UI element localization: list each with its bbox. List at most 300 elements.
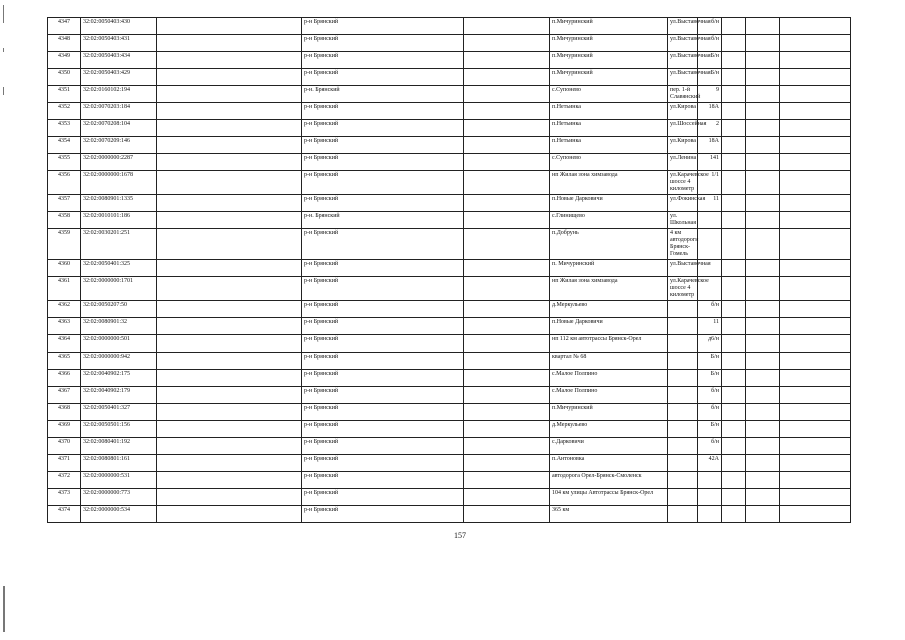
table-row	[48, 421, 851, 438]
district-cell: р-н. Брянский	[302, 212, 464, 229]
empty-cell	[464, 277, 550, 301]
empty-cell	[157, 277, 302, 301]
cadastral-number: 32:02:0070203:184	[81, 103, 157, 120]
scan-edge-mark	[3, 87, 4, 95]
row-number: 4361	[48, 277, 81, 301]
locality-cell: п.Новые Дарковичи	[550, 318, 668, 335]
row-number: 4355	[48, 154, 81, 171]
locality-cell: 104 км улицы Автотрассы Брянск-Орел	[550, 489, 668, 506]
empty-cell	[722, 35, 746, 52]
cadastral-number: 32:02:0000000:1701	[81, 277, 157, 301]
empty-cell	[746, 103, 780, 120]
empty-cell	[464, 353, 550, 370]
district-cell: р-н Брянский	[302, 353, 464, 370]
locality-cell: п.Новые Дарковичи	[550, 195, 668, 212]
row-number: 4352	[48, 103, 81, 120]
locality-cell: с.Малое Полпино	[550, 370, 668, 387]
row-number: 4371	[48, 455, 81, 472]
row-number: 4350	[48, 69, 81, 86]
empty-cell	[464, 489, 550, 506]
empty-cell	[464, 404, 550, 421]
cadastral-number: 32:02:0050401:325	[81, 260, 157, 277]
house-number-cell: б/н	[698, 438, 722, 455]
empty-cell	[157, 318, 302, 335]
cadastral-number: 32:02:0010101:186	[81, 212, 157, 229]
empty-cell	[464, 52, 550, 69]
table-row	[48, 318, 851, 335]
empty-cell	[746, 301, 780, 318]
street-cell	[668, 301, 698, 318]
cadastral-number: 32:02:0070209:146	[81, 137, 157, 154]
street-cell	[668, 318, 698, 335]
locality-cell: с.Дарковичи	[550, 438, 668, 455]
empty-cell	[722, 404, 746, 421]
cadastral-number: 32:02:0050403:434	[81, 52, 157, 69]
empty-cell	[157, 370, 302, 387]
cadastral-number: 32:02:0080801:161	[81, 455, 157, 472]
table-row	[48, 154, 851, 171]
empty-cell	[157, 137, 302, 154]
district-cell: р-н Брянский	[302, 35, 464, 52]
empty-cell	[464, 195, 550, 212]
table-row	[48, 69, 851, 86]
empty-cell	[722, 353, 746, 370]
empty-cell	[780, 455, 851, 472]
row-number: 4358	[48, 212, 81, 229]
empty-cell	[780, 69, 851, 86]
empty-cell	[722, 260, 746, 277]
district-cell: р-н Брянский	[302, 370, 464, 387]
table-row	[48, 195, 851, 212]
empty-cell	[464, 260, 550, 277]
empty-cell	[746, 277, 780, 301]
street-cell: ул.Выставочная	[668, 18, 698, 35]
empty-cell	[780, 103, 851, 120]
empty-cell	[157, 69, 302, 86]
cadastral-number: 32:02:0000000:1678	[81, 171, 157, 195]
empty-cell	[780, 260, 851, 277]
house-number-cell	[698, 472, 722, 489]
street-cell: ул.Выставочная	[668, 52, 698, 69]
house-number-cell: Б/н	[698, 353, 722, 370]
cadastral-number: 32:02:0000000:531	[81, 472, 157, 489]
house-number-cell: б/н	[698, 387, 722, 404]
street-cell: ул.Ленина	[668, 154, 698, 171]
locality-cell: д.Меркульево	[550, 301, 668, 318]
table-row	[48, 370, 851, 387]
district-cell: р-н Брянский	[302, 18, 464, 35]
cadastral-number: 32:02:0080401:192	[81, 438, 157, 455]
empty-cell	[780, 370, 851, 387]
scan-edge-mark	[3, 5, 4, 23]
row-number: 4373	[48, 489, 81, 506]
table-row	[48, 455, 851, 472]
house-number-cell: Б/н	[698, 52, 722, 69]
row-number: 4369	[48, 421, 81, 438]
empty-cell	[746, 171, 780, 195]
table-row	[48, 506, 851, 523]
cadastral-number: 32:02:0000000:501	[81, 335, 157, 353]
cadastral-number: 32:02:0040902:175	[81, 370, 157, 387]
locality-cell: п.Добрунь	[550, 229, 668, 260]
empty-cell	[780, 489, 851, 506]
street-cell: ул.Выставочная	[668, 69, 698, 86]
cadastral-number: 32:02:0000000:2287	[81, 154, 157, 171]
row-number: 4364	[48, 335, 81, 353]
empty-cell	[157, 103, 302, 120]
empty-cell	[464, 212, 550, 229]
row-number: 4357	[48, 195, 81, 212]
empty-cell	[157, 506, 302, 523]
empty-cell	[722, 120, 746, 137]
street-cell: 4 км автодороги Брянск-Гомель	[668, 229, 698, 260]
street-cell	[668, 455, 698, 472]
locality-cell: с.Малое Полпино	[550, 387, 668, 404]
district-cell: р-н Брянский	[302, 52, 464, 69]
table-row	[48, 489, 851, 506]
empty-cell	[722, 229, 746, 260]
empty-cell	[722, 438, 746, 455]
cadastral-number: 32:02:0000000:534	[81, 506, 157, 523]
street-cell: ул.Карачевское шоссе 4 километр	[668, 277, 698, 301]
row-number: 4365	[48, 353, 81, 370]
empty-cell	[722, 86, 746, 103]
empty-cell	[722, 318, 746, 335]
empty-cell	[746, 387, 780, 404]
row-number: 4354	[48, 137, 81, 154]
table-row	[48, 277, 851, 301]
scan-edge-mark	[3, 48, 4, 52]
street-cell: ул.Кирова	[668, 103, 698, 120]
empty-cell	[722, 301, 746, 318]
empty-cell	[157, 195, 302, 212]
district-cell: р-н Брянский	[302, 506, 464, 523]
empty-cell	[746, 154, 780, 171]
empty-cell	[157, 86, 302, 103]
locality-cell: нп Жилая зона химзавода	[550, 277, 668, 301]
house-number-cell	[698, 212, 722, 229]
house-number-cell: 1/1	[698, 171, 722, 195]
empty-cell	[722, 212, 746, 229]
district-cell: р-н Брянский	[302, 154, 464, 171]
cadastral-number: 32:02:0050403:430	[81, 18, 157, 35]
table-row	[48, 260, 851, 277]
empty-cell	[780, 154, 851, 171]
street-cell	[668, 387, 698, 404]
cadastral-number: 32:02:0070208:104	[81, 120, 157, 137]
district-cell: р-н Брянский	[302, 387, 464, 404]
row-number: 4372	[48, 472, 81, 489]
empty-cell	[722, 195, 746, 212]
district-cell: р-н Брянский	[302, 260, 464, 277]
empty-cell	[464, 301, 550, 318]
empty-cell	[157, 489, 302, 506]
table-row	[48, 438, 851, 455]
locality-cell: п.Мичуринский	[550, 52, 668, 69]
table-row	[48, 472, 851, 489]
street-cell	[668, 506, 698, 523]
cadastral-number: 32:02:0050401:327	[81, 404, 157, 421]
table-row	[48, 86, 851, 103]
locality-cell: с.Супонево	[550, 154, 668, 171]
house-number-cell: Б/н	[698, 370, 722, 387]
row-number: 4349	[48, 52, 81, 69]
street-cell: пер. 1-й Славянский	[668, 86, 698, 103]
empty-cell	[780, 277, 851, 301]
empty-cell	[157, 438, 302, 455]
empty-cell	[157, 335, 302, 353]
empty-cell	[722, 335, 746, 353]
empty-cell	[157, 212, 302, 229]
empty-cell	[780, 195, 851, 212]
locality-cell: с.Супонево	[550, 86, 668, 103]
empty-cell	[464, 103, 550, 120]
locality-cell: п.Антоновка	[550, 455, 668, 472]
table-row	[48, 103, 851, 120]
row-number: 4366	[48, 370, 81, 387]
empty-cell	[722, 52, 746, 69]
empty-cell	[780, 335, 851, 353]
empty-cell	[157, 18, 302, 35]
table-row	[48, 335, 851, 353]
locality-cell: нп Жилая зона химзавода	[550, 171, 668, 195]
street-cell	[668, 438, 698, 455]
street-cell: ул.Выставочная	[668, 35, 698, 52]
empty-cell	[722, 370, 746, 387]
locality-cell: п.Нетьинка	[550, 120, 668, 137]
district-cell: р-н Брянский	[302, 103, 464, 120]
street-cell	[668, 353, 698, 370]
empty-cell	[464, 120, 550, 137]
house-number-cell: б/н	[698, 18, 722, 35]
empty-cell	[157, 404, 302, 421]
empty-cell	[746, 52, 780, 69]
locality-cell: п.Мичуринский	[550, 69, 668, 86]
cadastral-number: 32:02:0000000:773	[81, 489, 157, 506]
cadastral-number: 32:02:0160102:194	[81, 86, 157, 103]
district-cell: р-н Брянский	[302, 137, 464, 154]
cadastral-number: 32:02:0050207:50	[81, 301, 157, 318]
empty-cell	[464, 455, 550, 472]
empty-cell	[746, 195, 780, 212]
house-number-cell: 9	[698, 86, 722, 103]
house-number-cell: Б/н	[698, 69, 722, 86]
row-number: 4363	[48, 318, 81, 335]
row-number: 4353	[48, 120, 81, 137]
street-cell	[668, 421, 698, 438]
empty-cell	[464, 370, 550, 387]
empty-cell	[464, 229, 550, 260]
district-cell: р-н Брянский	[302, 421, 464, 438]
house-number-cell: д6/н	[698, 335, 722, 353]
street-cell: ул.Фокинская	[668, 195, 698, 212]
empty-cell	[157, 120, 302, 137]
empty-cell	[464, 154, 550, 171]
table-row	[48, 212, 851, 229]
row-number: 4347	[48, 18, 81, 35]
empty-cell	[780, 137, 851, 154]
empty-cell	[722, 455, 746, 472]
district-cell: р-н Брянский	[302, 171, 464, 195]
locality-cell: п.Нетьинка	[550, 103, 668, 120]
house-number-cell: 18А	[698, 103, 722, 120]
empty-cell	[746, 438, 780, 455]
district-cell: р-н Брянский	[302, 318, 464, 335]
street-cell: ул.Карачевское шоссе 4 километр	[668, 171, 698, 195]
empty-cell	[780, 52, 851, 69]
empty-cell	[464, 387, 550, 404]
empty-cell	[722, 489, 746, 506]
row-number: 4362	[48, 301, 81, 318]
empty-cell	[746, 120, 780, 137]
locality-cell: нп 112 км автотрассы Брянск-Орел	[550, 335, 668, 353]
empty-cell	[780, 18, 851, 35]
street-cell: ул.Шоссейная	[668, 120, 698, 137]
street-cell: ул.Кирова	[668, 137, 698, 154]
district-cell: р-н Брянский	[302, 438, 464, 455]
empty-cell	[780, 35, 851, 52]
house-number-cell: б/н	[698, 35, 722, 52]
table-row	[48, 137, 851, 154]
empty-cell	[157, 260, 302, 277]
table-row	[48, 353, 851, 370]
locality-cell: д.Меркульево	[550, 421, 668, 438]
empty-cell	[157, 35, 302, 52]
locality-cell: п.Мичуринский	[550, 35, 668, 52]
empty-cell	[157, 421, 302, 438]
table-row	[48, 301, 851, 318]
cadastral-number: 32:02:0000000:942	[81, 353, 157, 370]
empty-cell	[722, 171, 746, 195]
locality-cell: 365 км	[550, 506, 668, 523]
empty-cell	[780, 353, 851, 370]
empty-cell	[157, 171, 302, 195]
table-row	[48, 120, 851, 137]
table-row	[48, 171, 851, 195]
empty-cell	[157, 353, 302, 370]
empty-cell	[780, 438, 851, 455]
empty-cell	[746, 335, 780, 353]
row-number: 4351	[48, 86, 81, 103]
empty-cell	[746, 489, 780, 506]
table-row	[48, 229, 851, 260]
street-cell	[668, 489, 698, 506]
table-row	[48, 52, 851, 69]
empty-cell	[157, 455, 302, 472]
house-number-cell: 18А	[698, 137, 722, 154]
page-number: 157	[454, 531, 466, 540]
locality-cell: п.Нетьинка	[550, 137, 668, 154]
district-cell: р-н Брянский	[302, 229, 464, 260]
empty-cell	[464, 472, 550, 489]
cadastral-number: 32:02:0050403:431	[81, 35, 157, 52]
empty-cell	[746, 318, 780, 335]
empty-cell	[746, 472, 780, 489]
empty-cell	[157, 154, 302, 171]
empty-cell	[464, 18, 550, 35]
empty-cell	[722, 69, 746, 86]
street-cell	[668, 335, 698, 353]
street-cell	[668, 404, 698, 421]
house-number-cell: 42А	[698, 455, 722, 472]
district-cell: р-н Брянский	[302, 120, 464, 137]
empty-cell	[746, 353, 780, 370]
scan-edge-mark	[3, 586, 5, 632]
row-number: 4368	[48, 404, 81, 421]
cadastral-number: 32:02:0080901:1335	[81, 195, 157, 212]
house-number-cell: б/н	[698, 404, 722, 421]
house-number-cell: 11	[698, 195, 722, 212]
empty-cell	[722, 137, 746, 154]
locality-cell: квартал № 68	[550, 353, 668, 370]
table-row	[48, 387, 851, 404]
empty-cell	[780, 472, 851, 489]
house-number-cell: Б/н	[698, 421, 722, 438]
cadastral-number: 32:02:0030201:251	[81, 229, 157, 260]
district-cell: р-н Брянский	[302, 472, 464, 489]
district-cell: р-н Брянский	[302, 195, 464, 212]
empty-cell	[746, 421, 780, 438]
empty-cell	[780, 404, 851, 421]
district-cell: р-н Брянский	[302, 335, 464, 353]
row-number: 4359	[48, 229, 81, 260]
empty-cell	[780, 318, 851, 335]
empty-cell	[464, 86, 550, 103]
empty-cell	[157, 472, 302, 489]
house-number-cell: 141	[698, 154, 722, 171]
empty-cell	[780, 212, 851, 229]
empty-cell	[464, 69, 550, 86]
row-number: 4356	[48, 171, 81, 195]
empty-cell	[746, 455, 780, 472]
street-cell	[668, 370, 698, 387]
cadastral-number: 32:02:0050501:156	[81, 421, 157, 438]
locality-cell: п. Мичуринский	[550, 260, 668, 277]
locality-cell: п.Мичуринский	[550, 404, 668, 421]
empty-cell	[464, 35, 550, 52]
empty-cell	[464, 506, 550, 523]
empty-cell	[722, 472, 746, 489]
locality-cell: п.Мичуринский	[550, 18, 668, 35]
district-cell: р-н Брянский	[302, 455, 464, 472]
empty-cell	[746, 404, 780, 421]
district-cell: р-н Брянский	[302, 404, 464, 421]
empty-cell	[780, 171, 851, 195]
cadastral-number: 32:02:0080901:32	[81, 318, 157, 335]
empty-cell	[780, 421, 851, 438]
empty-cell	[746, 370, 780, 387]
empty-cell	[722, 387, 746, 404]
empty-cell	[746, 506, 780, 523]
empty-cell	[722, 103, 746, 120]
empty-cell	[464, 438, 550, 455]
district-cell: р-н Брянский	[302, 301, 464, 318]
empty-cell	[157, 301, 302, 318]
cadastral-number: 32:02:0050403:429	[81, 69, 157, 86]
row-number: 4374	[48, 506, 81, 523]
empty-cell	[157, 229, 302, 260]
row-number: 4370	[48, 438, 81, 455]
row-number: 4360	[48, 260, 81, 277]
empty-cell	[746, 18, 780, 35]
empty-cell	[157, 387, 302, 404]
district-cell: р-н Брянский	[302, 489, 464, 506]
empty-cell	[746, 69, 780, 86]
empty-cell	[780, 506, 851, 523]
empty-cell	[157, 52, 302, 69]
locality-cell: с.Глинищево	[550, 212, 668, 229]
empty-cell	[722, 421, 746, 438]
